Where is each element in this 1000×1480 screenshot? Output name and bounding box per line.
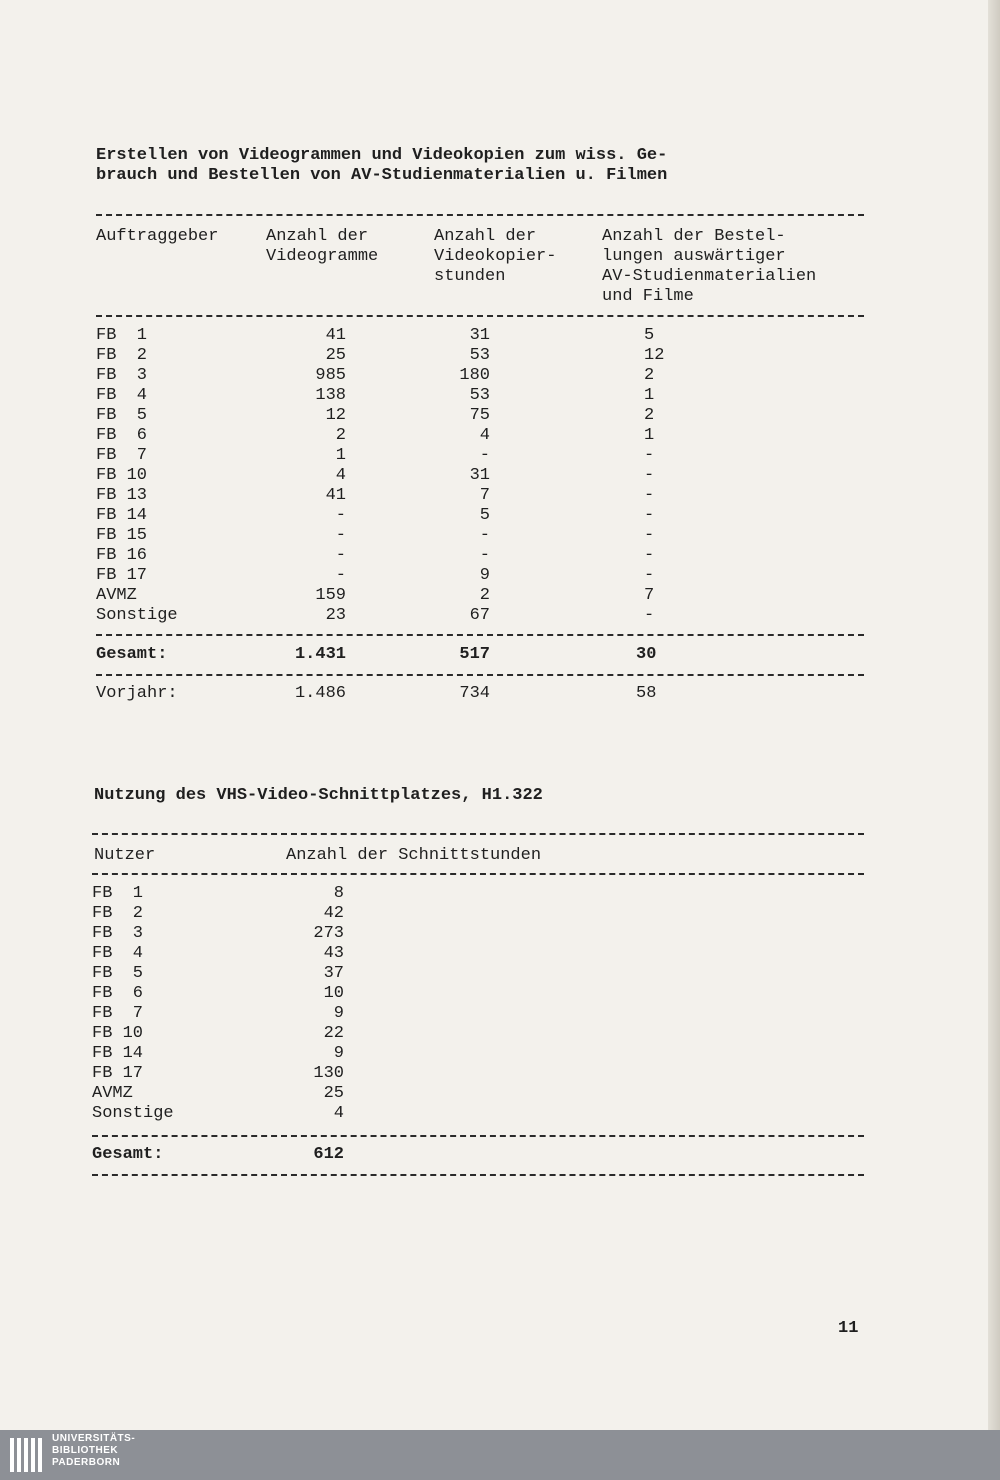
table1-cell-auftraggeber: FB 4 <box>96 386 148 405</box>
table1-cell-auftraggeber: FB 15 <box>96 526 148 545</box>
table1-cell-bestellungen: - <box>644 526 655 545</box>
table1-header-videokopier-3: stunden <box>434 267 506 286</box>
table1-cell-auftraggeber: FB 7 <box>96 446 148 465</box>
table1-cell-bestellungen: - <box>644 506 655 525</box>
table2-cell-nutzer: FB 2 <box>92 904 144 923</box>
table1-cell-videokopierstunden: 9 <box>479 566 490 585</box>
table1-cell-bestellungen: 2 <box>644 366 655 385</box>
table1-cell-videokopierstunden: 67 <box>469 606 490 625</box>
table2-cell-schnittstunden: 22 <box>323 1024 344 1043</box>
table2-cell-nutzer: FB 10 <box>92 1024 144 1043</box>
table1-cell-videokopierstunden: 7 <box>479 486 490 505</box>
table1-cell-videogramme: - <box>335 506 346 525</box>
table2-cell-schnittstunden: 130 <box>313 1064 344 1083</box>
table1-cell-bestellungen: - <box>644 606 655 625</box>
table1-cell-videokopierstunden: 2 <box>479 586 490 605</box>
table1-prev-bestellungen: 58 <box>636 684 657 703</box>
table2-cell-schnittstunden: 9 <box>333 1044 344 1063</box>
table1-cell-auftraggeber: FB 6 <box>96 426 148 445</box>
table1-cell-videogramme: 985 <box>315 366 346 385</box>
table2-cell-schnittstunden: 10 <box>323 984 344 1003</box>
table1-cell-videokopierstunden: 4 <box>479 426 490 445</box>
table2-cell-schnittstunden: 42 <box>323 904 344 923</box>
table1-cell-auftraggeber: AVMZ <box>96 586 137 605</box>
table1-cell-bestellungen: - <box>644 466 655 485</box>
table1-cell-bestellungen: 1 <box>644 426 655 445</box>
table2-cell-schnittstunden: 273 <box>313 924 344 943</box>
table1-cell-videokopierstunden: 180 <box>459 366 490 385</box>
table1-cell-auftraggeber: FB 14 <box>96 506 148 525</box>
table1-total-videokopierstunden: 517 <box>459 645 490 664</box>
table2-cell-schnittstunden: 43 <box>323 944 344 963</box>
table2-cell-nutzer: FB 4 <box>92 944 144 963</box>
table1-cell-videogramme: 41 <box>325 486 346 505</box>
table1-cell-videogramme: - <box>335 546 346 565</box>
table1-cell-auftraggeber: Sonstige <box>96 606 178 625</box>
table1-cell-bestellungen: - <box>644 486 655 505</box>
section2-title: Nutzung des VHS-Video-Schnittplatzes, H1.322 <box>94 786 543 805</box>
table1-cell-videokopierstunden: 31 <box>469 466 490 485</box>
table2-header-schnittstunden: Anzahl der Schnittstunden <box>286 846 542 865</box>
table1-total-bestellungen: 30 <box>636 645 657 664</box>
table2-total-label: Gesamt: <box>92 1145 164 1164</box>
table1-header-bestellungen-3: AV-Studienmaterialien <box>602 267 817 286</box>
table2-cell-nutzer: FB 1 <box>92 884 144 903</box>
table1-cell-auftraggeber: FB 1 <box>96 326 148 345</box>
table1-header-videokopier-1: Anzahl der <box>434 227 537 246</box>
table1-cell-videokopierstunden: - <box>479 526 490 545</box>
table1-header-videogramme-2: Videogramme <box>266 247 379 266</box>
table1-cell-videogramme: 23 <box>325 606 346 625</box>
table1-cell-auftraggeber: FB 13 <box>96 486 148 505</box>
table1-cell-videokopierstunden: 31 <box>469 326 490 345</box>
table1-cell-bestellungen: 7 <box>644 586 655 605</box>
table2-cell-nutzer: FB 5 <box>92 964 144 983</box>
table1-cell-bestellungen: - <box>644 546 655 565</box>
table1-cell-auftraggeber: FB 10 <box>96 466 148 485</box>
table1-cell-videogramme: 159 <box>315 586 346 605</box>
table1-cell-auftraggeber: FB 3 <box>96 366 148 385</box>
table1-prev-videokopierstunden: 734 <box>459 684 490 703</box>
table1-prev-label: Vorjahr: <box>96 684 178 703</box>
table1-cell-videogramme: - <box>335 566 346 585</box>
table1-header-bestellungen-1: Anzahl der Bestel- <box>602 227 786 246</box>
table1-cell-videokopierstunden: - <box>479 546 490 565</box>
table1-cell-auftraggeber: FB 2 <box>96 346 148 365</box>
table1-cell-bestellungen: 1 <box>644 386 655 405</box>
logo-text-line3: PADERBORN <box>52 1457 121 1468</box>
table2-cell-nutzer: FB 6 <box>92 984 144 1003</box>
table1-header-videokopier-2: Videokopier- <box>434 247 557 266</box>
table1-cell-videogramme: 4 <box>335 466 346 485</box>
table2-cell-nutzer: FB 14 <box>92 1044 144 1063</box>
table2-cell-schnittstunden: 25 <box>323 1084 344 1103</box>
table1-prev-videogramme: 1.486 <box>294 684 346 703</box>
table1-total-videogramme: 1.431 <box>294 645 346 664</box>
table1-cell-videokopierstunden: 5 <box>479 506 490 525</box>
table2-top-rule <box>92 833 864 835</box>
table2-cell-nutzer: FB 7 <box>92 1004 144 1023</box>
table1-total-label: Gesamt: <box>96 645 168 664</box>
table1-header-bestellungen-2: lungen auswärtiger <box>602 247 786 266</box>
table1-cell-videokopierstunden: 53 <box>469 386 490 405</box>
table2-cell-nutzer: FB 17 <box>92 1064 144 1083</box>
table1-cell-auftraggeber: FB 16 <box>96 546 148 565</box>
table1-cell-videogramme: 25 <box>325 346 346 365</box>
library-footer-bar <box>0 1430 1000 1480</box>
table2-header-rule <box>92 873 864 875</box>
table1-header-rule <box>96 315 864 317</box>
table1-cell-videokopierstunden: - <box>479 446 490 465</box>
page-number: 11 <box>838 1319 859 1338</box>
section1-title-line1: Erstellen von Videogrammen und Videokopien zum wiss. Ge- <box>96 146 668 165</box>
table1-cell-videogramme: 12 <box>325 406 346 425</box>
table1-header-bestellungen-4: und Filme <box>602 287 694 306</box>
table1-cell-bestellungen: - <box>644 446 655 465</box>
table2-total-value: 612 <box>313 1145 344 1164</box>
table1-cell-videokopierstunden: 75 <box>469 406 490 425</box>
table1-cell-videogramme: 1 <box>335 446 346 465</box>
table2-cell-nutzer: Sonstige <box>92 1104 174 1123</box>
table2-cell-schnittstunden: 9 <box>333 1004 344 1023</box>
table1-top-rule <box>96 214 864 216</box>
table1-cell-videogramme: - <box>335 526 346 545</box>
table2-cell-nutzer: AVMZ <box>92 1084 133 1103</box>
table1-cell-bestellungen: 12 <box>644 346 665 365</box>
table2-total-rule-top <box>92 1135 864 1137</box>
table2-cell-schnittstunden: 4 <box>333 1104 344 1123</box>
table1-cell-videokopierstunden: 53 <box>469 346 490 365</box>
logo-text-line1: UNIVERSITÄTS- <box>52 1433 136 1444</box>
table2-cell-nutzer: FB 3 <box>92 924 144 943</box>
table2-header-nutzer: Nutzer <box>94 846 156 865</box>
table1-header-videogramme-1: Anzahl der <box>266 227 369 246</box>
table1-cell-videogramme: 41 <box>325 326 346 345</box>
table1-header-auftraggeber: Auftraggeber <box>96 227 219 246</box>
table1-total-rule-bottom <box>96 674 864 676</box>
table1-cell-auftraggeber: FB 17 <box>96 566 148 585</box>
table1-cell-videogramme: 2 <box>335 426 346 445</box>
section1-title-line2: brauch und Bestellen von AV-Studienmaterialien u. Filmen <box>96 166 668 185</box>
table1-cell-bestellungen: 2 <box>644 406 655 425</box>
table1-cell-auftraggeber: FB 5 <box>96 406 148 425</box>
table1-total-rule-top <box>96 634 864 636</box>
table1-cell-videogramme: 138 <box>315 386 346 405</box>
table2-cell-schnittstunden: 37 <box>323 964 344 983</box>
table1-cell-bestellungen: 5 <box>644 326 655 345</box>
logo-text-line2: BIBLIOTHEK <box>52 1445 119 1456</box>
table2-total-rule-bottom <box>92 1174 864 1176</box>
library-logo-icon <box>8 1436 44 1474</box>
table2-cell-schnittstunden: 8 <box>333 884 344 903</box>
table1-cell-bestellungen: - <box>644 566 655 585</box>
